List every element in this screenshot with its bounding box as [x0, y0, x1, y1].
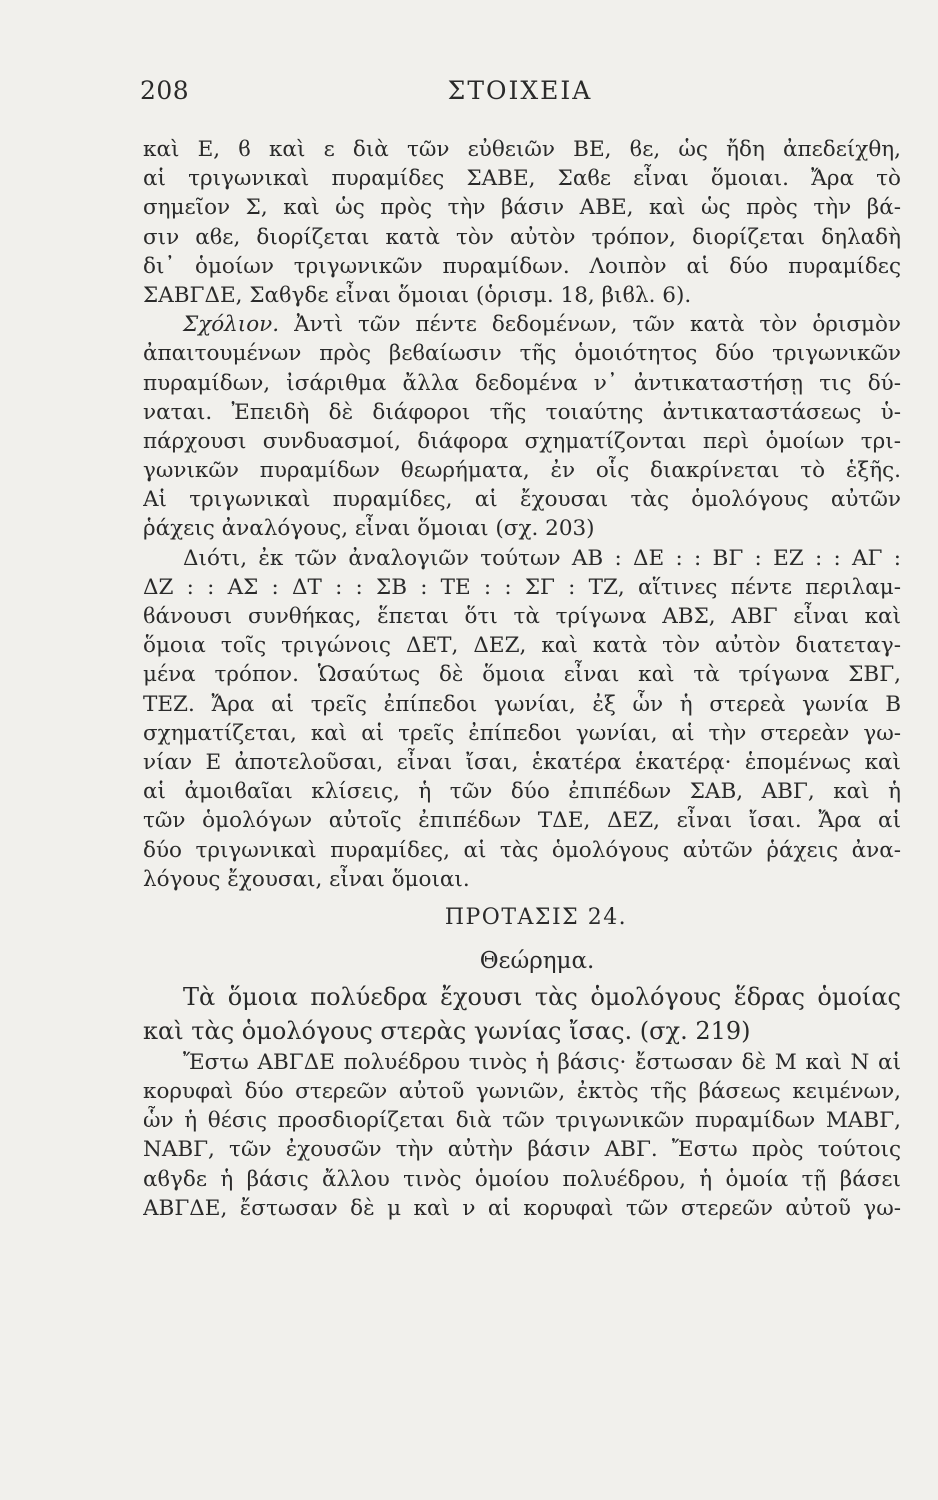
text-line: ΑΒΓΔΕ, ἔστωσαν δὲ μ καὶ ν αἱ κορυφαὶ τῶν στερεῶν αὐτοῦ γω-	[143, 1195, 901, 1221]
scholion-label: Σχόλιον.	[183, 312, 280, 338]
page-body	[143, 135, 901, 1223]
text-line: γωνικῶν πυραμίδων θεωρήματα, ἐν οἷς διακρίνεται τὸ ἑξῆς.	[143, 458, 901, 484]
text-line: πάρχουσι συνδυασμοί, διάφορα σχηματίζονται περὶ ὁμοίων τρι-	[143, 428, 901, 454]
text-line: μένα τρόπον. Ὡσαύτως δὲ ὅμοια εἶναι καὶ τὰ τρίγωνα ΣΒΓ,	[143, 662, 901, 688]
text-line: δύο τριγωνικαὶ πυραμίδες, αἱ τὰς ὁμολόγους αὐτῶν ῥάχεις ἀνα-	[143, 837, 901, 863]
running-title: ΣΤΟΙΧΕΙΑ	[447, 76, 593, 105]
proposition-statement	[143, 980, 901, 1048]
text-line: ΔΖ : : ΑΣ : ΔΤ : : ΣΒ : ΤΕ : : ΣΓ : ΤΖ, αἵτινες πέντε περιλαμ-	[143, 574, 901, 600]
text-line: Ἔστω ΑΒΓΔΕ πολυέδρου τινὸς ἡ βάσις· ἔστωσαν δὲ Μ καὶ Ν αἱ	[183, 1049, 901, 1075]
text-line: Διότι, ἐκ τῶν ἀναλογιῶν τούτων ΑΒ : ΔΕ : : ΒΓ : ΕΖ : : ΑΓ :	[183, 545, 901, 571]
text-line: Αἱ τριγωνικαὶ πυραμίδες, αἱ ἔχουσαι τὰς ὁμολόγους αὐτῶν	[143, 487, 901, 513]
text-line: ἀπαιτουμένων πρὸς βεϐαίωσιν τῆς ὁμοιότητος δύο τριγωνικῶν	[143, 341, 901, 367]
text-line	[143, 310, 901, 339]
proposition-heading: ΠΡΟΤΑΣΙΣ 24.	[444, 904, 628, 930]
proposition-proof	[143, 1048, 901, 1223]
text-line: κορυφαὶ δύο στερεῶν αὐτοῦ γωνιῶν, ἐκτὸς τῆς βάσεως κειμένων,	[143, 1079, 901, 1105]
page-header	[140, 76, 900, 116]
text-line: σημεῖον Σ, καὶ ὡς πρὸς τὴν βάσιν ΑΒΕ, καὶ ὡς πρὸς τὴν βά-	[143, 195, 901, 221]
text-line: δι᾽ ὁμοίων τριγωνικῶν πυραμίδων. Λοιπὸν αἱ δύο πυραμίδες	[143, 253, 901, 279]
text-line: αἱ ἀμοιϐαῖαι κλίσεις, ἡ τῶν δύο ἐπιπέδων ΣΑΒ, ΑΒΓ, καὶ ἡ	[143, 779, 901, 805]
text-line: αἱ τριγωνικαὶ πυραμίδες ΣΑΒΕ, Σαϐε εἶναι ὅμοιαι. Ἄρα τὸ	[143, 166, 901, 192]
page-number: 208	[140, 76, 190, 105]
text-line: πυραμίδων, ἰσάριθμα ἄλλα δεδομένα ν᾽ ἀντικαταστήσῃ τις δύ-	[143, 370, 901, 396]
text-line: Τὰ ὅμοια πολύεδρα ἔχουσι τὰς ὁμολόγους ἕδρας ὁμοίας	[183, 982, 901, 1011]
text-line: σιν αϐε, διορίζεται κατὰ τὸν αὐτὸν τρόπον, διορίζεται δηλαδὴ	[143, 224, 901, 250]
text-line: ὅμοια τοῖς τριγώνοις ΔΕΤ, ΔΕΖ, καὶ κατὰ τὸν αὐτὸν διατεταγ-	[143, 633, 901, 659]
proposition-subheading: Θεώρημα.	[479, 947, 595, 974]
text-line: νίαν Ε ἀποτελοῦσαι, εἶναι ἴσαι, ἑκατέρα ἑκατέρᾳ· ἑπομένως καὶ	[143, 749, 901, 775]
text-line: λόγους ἔχουσαι, εἶναι ὅμοιαι.	[143, 866, 470, 892]
paragraph-2	[143, 544, 901, 894]
text-line: ναται. Ἐπειδὴ δὲ διάφοροι τῆς τοιαύτης ἀντικαταστάσεως ὑ-	[143, 399, 901, 425]
scholion-first-line: Ἀντὶ τῶν πέντε δεδομένων, τῶν κατὰ τὸν ὁρισμὸν	[294, 312, 901, 338]
text-line: καὶ Ε, ϐ καὶ ε διὰ τῶν εὐθειῶν ΒΕ, ϐε, ὡς ἤδη ἀπεδείχθη,	[143, 137, 901, 162]
text-line: τῶν ὁμολόγων αὐτοῖς ἐπιπέδων ΤΔΕ, ΔΕΖ, εἶναι ἴσαι. Ἄρα αἱ	[143, 808, 901, 834]
text-line: καὶ τὰς ὁμολόγους στερὰς γωνίας ἴσας. (σχ. 219)	[143, 1016, 751, 1045]
text-line: ΤΕΖ. Ἄρα αἱ τρεῖς ἐπίπεδοι γωνίαι, ἐξ ὧν ἡ στερεὰ γωνία Β	[143, 691, 901, 717]
scholion	[143, 310, 901, 544]
paragraph-1	[143, 135, 901, 310]
text-line: αϐγδε ἡ βάσις ἄλλου τινὸς ὁμοίου πολυέδρου, ἡ ὁμοία τῇ βάσει	[143, 1166, 901, 1192]
text-line: σχηματίζεται, καὶ αἱ τρεῖς ἐπίπεδοι γωνίαι, αἱ τὴν στερεὰν γω-	[143, 720, 901, 746]
text-line: ϐάνουσι συνθήκας, ἕπεται ὅτι τὰ τρίγωνα ΑΒΣ, ΑΒΓ εἶναι καὶ	[143, 604, 901, 629]
text-line: ΝΑΒΓ, τῶν ἐχουσῶν τὴν αὐτὴν βάσιν ΑΒΓ. Ἔστω πρὸς τούτοις	[143, 1137, 901, 1163]
text-line: ΣΑΒΓΔΕ, Σαϐγδε εἶναι ὅμοιαι (ὁρισμ. 18, βιϐλ. 6).	[143, 282, 692, 308]
text-line: ῥάχεις ἀναλόγους, εἶναι ὅμοιαι (σχ. 203)	[143, 516, 595, 542]
text-line: ὧν ἡ θέσις προσδιορίζεται διὰ τῶν τριγωνικῶν πυραμίδων ΜΑΒΓ,	[143, 1108, 901, 1134]
